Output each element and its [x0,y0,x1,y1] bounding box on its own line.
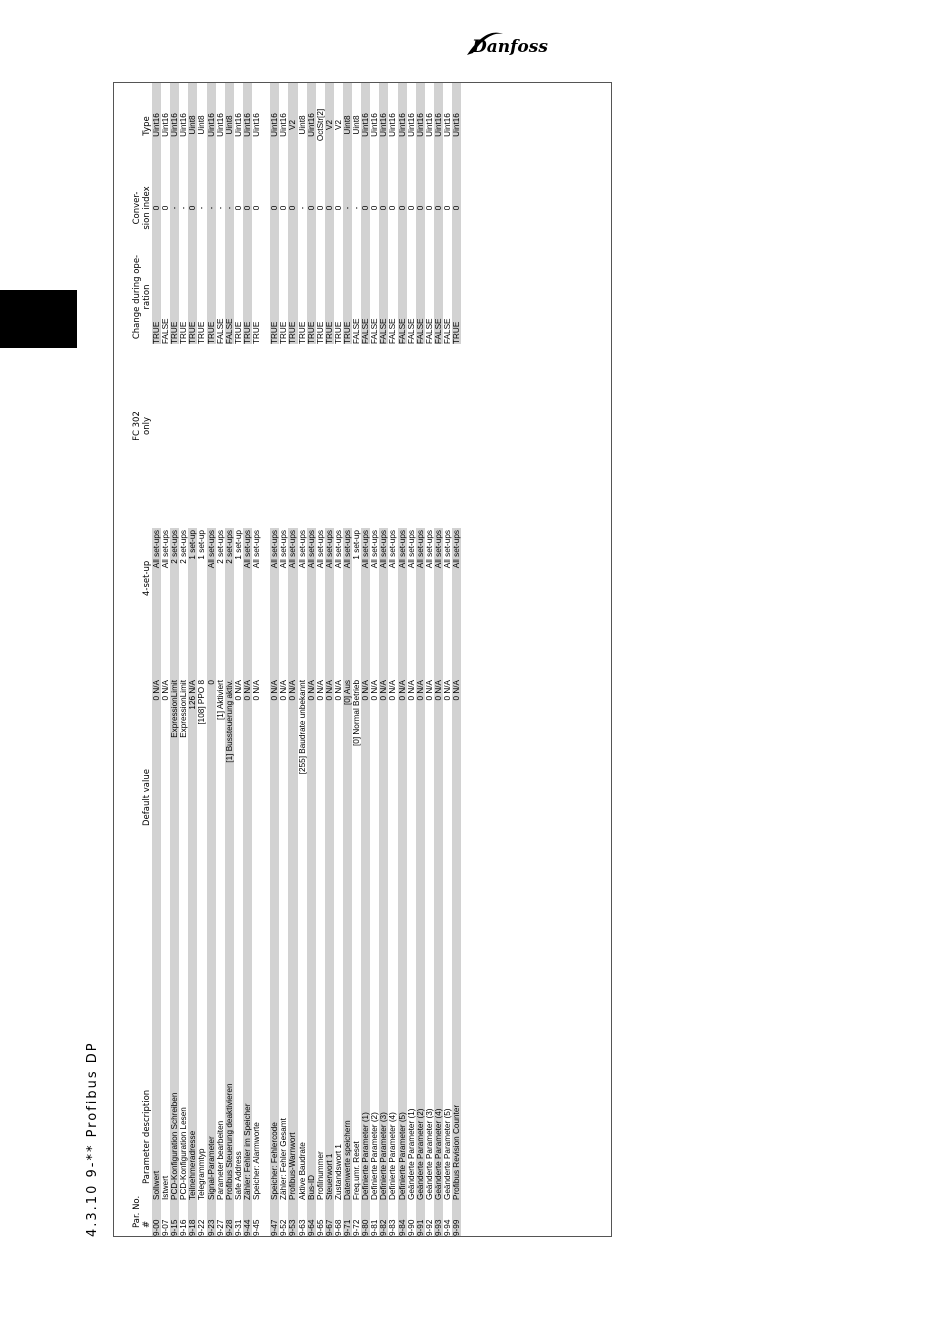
cell-default-value: [255] Baudrate unbekannt [297,680,307,775]
cell-par-no: 9-52 [279,1219,289,1236]
cell-default-value: 0 N/A [452,678,461,926]
cell-conversion-index: 0 [370,205,380,211]
cell-setup: All set-ups [379,528,388,678]
cell-default-value: 0 N/A [406,680,416,701]
cell-par-no: 9-22 [197,1219,207,1236]
table-row [379,83,388,1236]
cell-default-value: 0 N/A [398,678,407,926]
cell-type: Uint16 [434,83,443,167]
table-row [197,83,206,1236]
cell-type: Uint8 [297,115,307,135]
cell-description: Signal-Parameter [207,926,216,1200]
cell-setup: 1 set-up [233,530,243,560]
cell-default-value: 0 N/A [307,678,316,926]
cell-setup: All set-ups [343,528,352,678]
table-row [288,83,297,1236]
danfoss-logo-graphic [463,28,551,60]
cell-change-during-operation: TRUE [343,249,352,344]
cell-change-during-operation: TRUE [207,249,216,344]
cell-conversion-index: - [215,206,225,210]
cell-par-no: 9-27 [215,1219,225,1236]
table-row [234,83,243,1236]
cell-change-during-operation: FALSE [215,318,225,344]
cell-type: Uint16 [406,113,416,137]
cell-par-no: 9-16 [179,1219,189,1236]
cell-conversion-index: 0 [243,167,252,249]
cell-conversion-index: 0 [388,205,398,211]
header-setup: 4-set-up [142,560,152,596]
cell-conversion-index: 0 [279,205,289,211]
cell-par-no: 9-15 [170,1200,179,1236]
cell-default-value: 126 N/A [188,678,197,926]
cell-change-during-operation: TRUE [252,321,262,344]
header-conv-line2: sion index [142,186,152,230]
cell-setup: All set-ups [161,530,171,569]
cell-description: Parameter bearbeiten [215,1120,225,1200]
cell-description: Freq.umr. Reset [352,1141,362,1200]
cell-type: Uint16 [388,113,398,137]
cell-default-value: 0 N/A [243,678,252,926]
cell-type: Uint16 [443,113,452,137]
cell-change-during-operation: TRUE [243,249,252,344]
cell-description: Steuerwort 1 [325,926,334,1200]
table-row [243,83,252,1236]
cell-par-no: 9-31 [233,1219,243,1236]
header-type: Type [142,116,152,136]
cell-type: Uint16 [207,83,216,167]
cell-par-no: 9-23 [207,1200,216,1236]
cell-type: Uint16 [270,83,279,167]
cell-conversion-index: 0 [443,205,452,211]
cell-description: Definierte Parameter (1) [361,926,370,1200]
cell-change-during-operation: TRUE [152,249,161,344]
cell-setup: All set-ups [207,528,216,678]
header-description: Parameter description [142,1089,152,1184]
cell-description: Profibus Steuerung deaktivieren [225,926,234,1200]
cell-change-during-operation: FALSE [225,249,234,344]
cell-conversion-index: 0 [188,167,197,249]
cell-conversion-index: - [352,206,362,210]
cell-setup: All set-ups [370,530,380,569]
cell-par-no: 9-67 [325,1200,334,1236]
cell-conversion-index: 0 [288,167,297,249]
cell-conversion-index: 0 [315,205,325,211]
table-row [216,83,225,1236]
cell-type: Uint16 [361,83,370,167]
table-row [425,83,434,1236]
cell-setup: 2 set-ups [215,530,225,564]
cell-conversion-index: 0 [406,205,416,211]
cell-conversion-index: - [207,167,216,249]
cell-setup: All set-ups [443,530,452,569]
table-row [207,83,216,1236]
cell-description: Safe Address [233,1151,243,1200]
table-row [170,83,179,1236]
cell-conversion-index: - [343,167,352,249]
cell-conversion-index: 0 [434,167,443,249]
cell-type: Uint8 [197,115,207,135]
section-title: 4.3.10 9-** Profibus DP [85,1041,100,1237]
cell-setup: 2 set-ups [225,528,234,678]
cell-default-value: 0 N/A [388,680,398,701]
cell-change-during-operation: TRUE [179,321,189,344]
cell-default-value: 0 N/A [416,678,425,926]
cell-par-no: 9-72 [352,1219,362,1236]
cell-par-no: 9-91 [416,1200,425,1236]
table-row [343,83,352,1236]
cell-description: Zustandswort 1 [333,1144,343,1200]
header-conv-line1: Conver- [132,191,142,225]
table-row [443,83,452,1236]
cell-conversion-index: - [225,167,234,249]
cell-default-value: [1] Bussteuerung aktiv. [225,678,234,926]
header-par-no: Par. No. # [132,1195,152,1228]
cell-setup: All set-ups [398,528,407,678]
cell-conversion-index: 0 [361,167,370,249]
cell-type: V2 [333,120,343,131]
cell-conversion-index: 0 [452,167,461,249]
cell-change-during-operation: TRUE [307,249,316,344]
cell-par-no: 9-44 [243,1200,252,1236]
table-header [114,83,152,1236]
cell-setup: All set-ups [152,528,161,678]
cell-conversion-index: 0 [233,205,243,211]
cell-default-value: 0 N/A [424,680,434,701]
cell-description: Definierte Parameter (3) [379,926,388,1200]
cell-par-no: 9-99 [452,1200,461,1236]
cell-description: Profibus Revision Counter [452,926,461,1200]
header-change [132,242,152,352]
cell-par-no: 9-07 [161,1219,171,1236]
cell-description: Geänderte Parameter (3) [424,1108,434,1200]
cell-description: Istwert [161,1175,171,1200]
cell-default-value: [0] Aus [343,678,352,926]
cell-setup: All set-ups [325,528,334,678]
cell-setup: All set-ups [424,530,434,569]
cell-change-during-operation: FALSE [406,318,416,344]
header-conversion [132,172,152,244]
header-fc302-line1: FC 302 [132,411,142,441]
cell-description: PCD-Konfiguration Lesen [179,1107,189,1200]
cell-change-during-operation: TRUE [197,321,207,344]
cell-type: Uint16 [370,113,380,137]
table-row [325,83,334,1236]
cell-conversion-index: 0 [398,167,407,249]
cell-description: Definierte Parameter (2) [370,1112,380,1200]
table-row [252,83,261,1236]
cell-change-during-operation: FALSE [370,318,380,344]
cell-change-during-operation: FALSE [352,318,362,344]
cell-par-no: 9-18 [188,1200,197,1236]
cell-description: PCD-Konfiguration Schreiben [170,926,179,1200]
cell-type: V2 [325,83,334,167]
cell-description: Bus-ID [307,926,316,1200]
cell-default-value: 0 N/A [333,680,343,701]
table-row [334,83,343,1236]
cell-description: Definierte Parameter (5) [398,926,407,1200]
cell-change-during-operation: FALSE [388,318,398,344]
table-row [452,83,461,1236]
cell-change-during-operation: TRUE [288,249,297,344]
cell-default-value: [0] Normal Betrieb [352,680,362,746]
table-row [261,83,279,1236]
cell-setup: All set-ups [297,530,307,569]
cell-conversion-index: - [170,167,179,249]
cell-default-value: 0 [207,678,216,926]
cell-type: Uint16 [215,113,225,137]
cell-change-during-operation: FALSE [434,249,443,344]
cell-description: Speicher: Fehlercode [270,926,279,1200]
cell-setup: All set-ups [288,528,297,678]
cell-par-no: 9-82 [379,1200,388,1236]
cell-setup: All set-ups [333,530,343,569]
table-frame [113,82,612,1237]
cell-setup: 1 set-up [352,530,362,560]
cell-conversion-index: 0 [379,167,388,249]
cell-setup: All set-ups [434,528,443,678]
table-row [407,83,416,1236]
cell-default-value: 0 N/A [379,678,388,926]
table-body [152,83,461,1236]
cell-change-during-operation: TRUE [270,249,279,344]
cell-default-value: ExpressionLimit [170,678,179,926]
cell-default-value: [108] PPO 8 [197,680,207,725]
cell-default-value: 0 N/A [270,678,279,926]
cell-type: Uint16 [179,113,189,137]
cell-change-during-operation: FALSE [161,318,171,344]
cell-type: Uint16 [252,113,262,137]
cell-conversion-index: 0 [252,205,262,211]
cell-change-during-operation: FALSE [443,318,452,344]
cell-par-no: 9-94 [443,1219,452,1236]
table-row [152,83,161,1236]
cell-default-value: ExpressionLimit [179,680,189,738]
table-row [434,83,443,1236]
cell-description: Speicher: Alarmworte [252,1122,262,1200]
cell-description: Definierte Parameter (4) [388,1112,398,1200]
cell-conversion-index: - [179,206,189,210]
table-row [388,83,397,1236]
table-row [298,83,307,1236]
cell-setup: All set-ups [243,528,252,678]
cell-description: Telegrammtyp [197,1148,207,1200]
cell-change-during-operation: TRUE [279,321,289,344]
cell-par-no: 9-90 [406,1219,416,1236]
cell-change-during-operation: FALSE [398,249,407,344]
cell-description: Geänderte Parameter (4) [434,926,443,1200]
cell-conversion-index: - [297,206,307,210]
cell-setup: All set-ups [252,530,262,569]
cell-setup: All set-ups [279,530,289,569]
cell-description: Datenwerte speichern [343,926,352,1200]
cell-type: OctStr[2] [315,108,325,142]
cell-default-value: 0 N/A [443,680,452,701]
table-row [188,83,197,1236]
cell-type: Uint16 [424,113,434,137]
cell-conversion-index: 0 [424,205,434,211]
cell-type: Uint16 [416,83,425,167]
cell-setup: All set-ups [416,528,425,678]
header-change-line2: ration [142,284,152,310]
cell-setup: 1 set-up [197,530,207,560]
rotated-table-block [85,82,613,1237]
cell-par-no: 9-84 [398,1200,407,1236]
cell-default-value: 0 N/A [315,680,325,701]
cell-change-during-operation: FALSE [424,318,434,344]
cell-change-during-operation: TRUE [333,321,343,344]
header-fc302-line2: only [142,417,152,435]
table-row [225,83,234,1236]
cell-default-value: 0 N/A [252,680,262,701]
cell-change-during-operation: TRUE [315,321,325,344]
cell-change-during-operation: TRUE [188,249,197,344]
cell-setup: All set-ups [315,530,325,569]
table-row [316,83,325,1236]
cell-change-during-operation: TRUE [170,249,179,344]
header-change-line1: Change during ope- [132,254,142,340]
cell-par-no: 9-63 [297,1219,307,1236]
cell-default-value: [1] Aktiviert [215,680,225,721]
cell-default-value: 0 N/A [288,678,297,926]
cell-par-no: 9-64 [307,1200,316,1236]
cell-conversion-index: - [197,206,207,210]
cell-setup: All set-ups [307,528,316,678]
cell-description: Geänderte Parameter (2) [416,926,425,1200]
table-row [161,83,170,1236]
cell-description: Aktive Baudrate [297,1142,307,1200]
cell-default-value: 0 N/A [161,680,171,701]
cell-change-during-operation: FALSE [379,249,388,344]
cell-default-value: 0 N/A [279,680,289,701]
cell-type: Uint8 [352,115,362,135]
header-default: Default value [142,769,152,826]
table-row [352,83,361,1236]
cell-par-no: 9-53 [288,1200,297,1236]
header-fc302 [132,396,152,456]
cell-par-no: 9-93 [434,1200,443,1236]
cell-setup: 2 set-ups [179,530,189,564]
cell-par-no: 9-00 [152,1200,161,1236]
cell-conversion-index: 0 [152,167,161,249]
cell-type: Uint16 [379,83,388,167]
logo-wordmark: Danfoss [472,37,548,57]
cell-description: Zähler: Fehler Gesamt [279,1118,289,1200]
cell-par-no: 9-83 [388,1219,398,1236]
cell-change-during-operation: FALSE [361,249,370,344]
table-row [398,83,407,1236]
cell-type: Uint16 [152,83,161,167]
cell-conversion-index: 0 [307,167,316,249]
cell-conversion-index: 0 [416,167,425,249]
cell-par-no: 9-28 [225,1200,234,1236]
table-row [179,83,188,1236]
cell-setup: All set-ups [388,530,398,569]
cell-default-value: 0 N/A [152,678,161,926]
cell-default-value: 0 N/A [434,678,443,926]
cell-type: Uint16 [398,83,407,167]
cell-type: Uint16 [279,113,289,137]
table-row [307,83,316,1236]
cell-par-no: 9-81 [370,1219,380,1236]
cell-type: V2 [288,83,297,167]
cell-par-no: 9-47 [270,1200,279,1236]
cell-description: Profibus-Warnwort [288,926,297,1200]
danfoss-logo [463,28,551,60]
cell-setup: All set-ups [361,528,370,678]
cell-par-no: 9-71 [343,1200,352,1236]
cell-conversion-index: 0 [161,205,171,211]
cell-description: Teilnehmeradresse [188,926,197,1200]
cell-par-no: 9-80 [361,1200,370,1236]
cell-par-no: 9-68 [333,1219,343,1236]
cell-default-value: 0 N/A [370,680,380,701]
cell-change-during-operation: TRUE [452,249,461,344]
cell-type: Uint8 [343,83,352,167]
cell-setup: 2 set-ups [170,528,179,678]
cell-setup: All set-ups [270,528,279,678]
cell-conversion-index: 0 [325,167,334,249]
table-row [416,83,425,1236]
cell-change-during-operation: FALSE [416,249,425,344]
cell-type: Uint8 [188,83,197,167]
table-row [279,83,288,1236]
cell-default-value: 0 N/A [325,678,334,926]
cell-change-during-operation: TRUE [325,249,334,344]
cell-default-value: 0 N/A [233,680,243,701]
cell-change-during-operation: TRUE [233,321,243,344]
table-row [370,83,379,1236]
cell-type: Uint16 [170,83,179,167]
cell-conversion-index: 0 [333,205,343,211]
cell-setup: All set-ups [406,530,416,569]
table-row [361,83,370,1236]
cell-conversion-index: 0 [270,167,279,249]
cell-description: Geänderte Parameter (5) [443,1108,452,1200]
cell-type: Uint16 [161,113,171,137]
cell-par-no: 9-45 [252,1219,262,1236]
cell-type: Uint16 [233,113,243,137]
cell-type: Uint16 [452,83,461,167]
cell-description: Sollwert [152,926,161,1200]
cell-description: Zähler: Fehler im Speicher [243,926,252,1200]
cell-setup: All set-ups [452,528,461,678]
cell-setup: 1 set-up [188,528,197,678]
cell-type: Uint16 [307,83,316,167]
cell-par-no: 9-92 [424,1219,434,1236]
cell-description: Geänderte Parameter (1) [406,1108,416,1200]
cell-par-no: 9-65 [315,1219,325,1236]
cell-change-during-operation: TRUE [297,321,307,344]
cell-default-value: 0 N/A [361,678,370,926]
cell-description: Profilnummer [315,1151,325,1200]
cell-type: Uint16 [243,83,252,167]
cell-type: Uint8 [225,83,234,167]
chapter-tab [0,290,77,348]
